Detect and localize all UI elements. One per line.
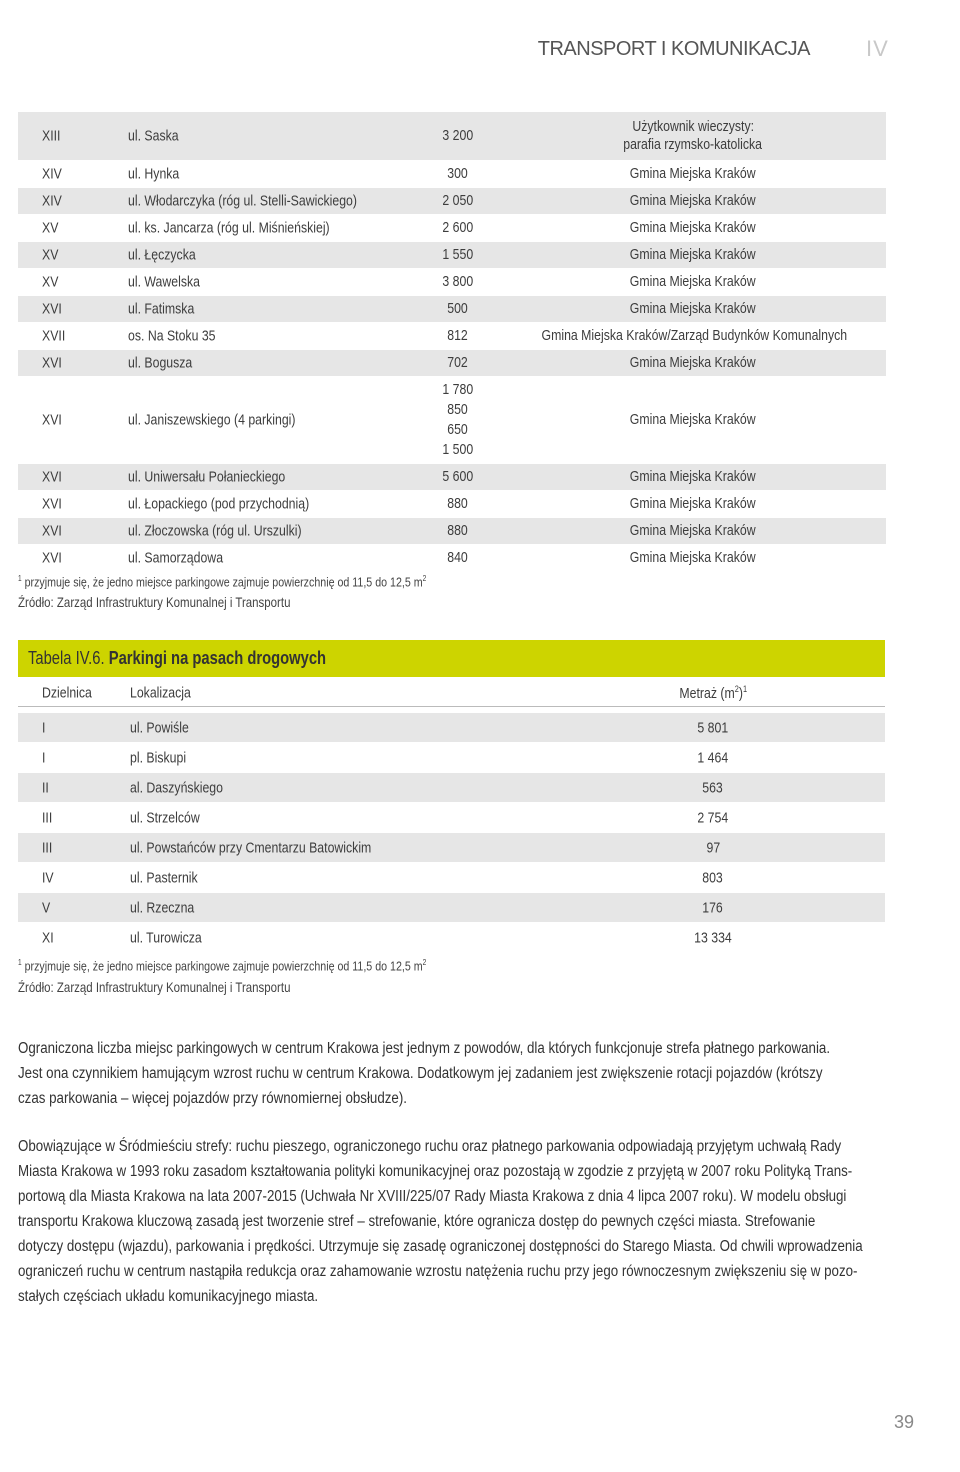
cell-area [648, 809, 778, 826]
area-text: 5 801 [697, 719, 729, 736]
area-value [398, 494, 518, 514]
header-location: Lokalizacja [130, 684, 191, 702]
line-text: Obowiązujące w Śródmieściu strefy: ruchu pieszego, ograniczonego ruchu oraz płatnego parkowania odpowiadają przyjętym uchwałą Rady [18, 1138, 842, 1155]
owner-text: Gmina Miejska Kraków [630, 522, 756, 539]
cell-area [398, 494, 518, 514]
cell-owner [508, 354, 878, 372]
cell-area [398, 218, 518, 238]
paragraph-1 [18, 1036, 888, 1111]
owner-text: Gmina Miejska Kraków [630, 246, 756, 263]
owner-text: Gmina Miejska Kraków/Zarząd Budynków Komunalnych [541, 327, 848, 344]
text-line [18, 1234, 888, 1259]
owner-line [508, 118, 878, 136]
owner-text: Użytkownik wieczysty: [632, 118, 754, 135]
table-row [18, 214, 886, 241]
district-text: XVI [42, 522, 62, 540]
line-text: stałych częściach układu komunikacyjnego miasta. [18, 1288, 319, 1305]
area-text: 3 800 [442, 273, 474, 290]
area-text: 2 754 [697, 809, 729, 826]
area-text: 2 050 [442, 192, 474, 209]
cell-owner [508, 411, 878, 429]
area-text: 5 600 [442, 468, 474, 485]
area-text: 803 [702, 869, 724, 886]
cell-owner [508, 468, 878, 486]
cell-owner [508, 300, 878, 318]
cell-area [398, 353, 518, 373]
table1-footnote [18, 574, 516, 589]
cell-owner [508, 219, 878, 237]
location-text: ul. Bogusza [128, 354, 193, 372]
location-text: os. Na Stoku 35 [128, 327, 216, 345]
cell-location [130, 929, 218, 946]
cell-area [398, 467, 518, 487]
table-row [18, 923, 885, 953]
line-text: ograniczeń ruchu w centrum nastąpiła redukcja oraz zahamowanie wzrostu natężenia ruchu przy jego równoczesnym zwiększeniu się w pozo- [18, 1263, 858, 1280]
table2-caption [28, 648, 392, 669]
district-text: XVII [42, 327, 66, 345]
owner-line [508, 136, 878, 154]
table-row [18, 376, 886, 463]
district-text: XVI [42, 411, 62, 429]
cell-owner [508, 522, 878, 540]
cell-area [648, 929, 778, 946]
footnote-mark: 1 [18, 958, 22, 967]
table-row [18, 187, 886, 214]
cell-district [42, 166, 66, 183]
area-value [398, 353, 518, 373]
table-row [18, 322, 886, 349]
location-text: ul. Powiśle [130, 719, 189, 736]
table2-body [18, 713, 885, 953]
parking-lanes-table [18, 680, 885, 953]
table-row [18, 160, 886, 187]
cell-area [648, 839, 778, 856]
location-text: ul. Wawelska [128, 273, 201, 291]
owner-line [508, 165, 878, 183]
area-value [398, 440, 518, 460]
table-row [18, 544, 886, 571]
chapter-number: IV [866, 36, 889, 61]
district-text: I [42, 719, 46, 736]
cell-owner [508, 192, 878, 210]
location-text: ul. Janiszewskiego (4 parkingi) [128, 411, 296, 429]
area-text: 13 334 [694, 929, 732, 946]
cell-location [130, 869, 213, 886]
district-text: XIII [42, 127, 61, 145]
text-line [18, 1086, 888, 1111]
district-text: XVI [42, 300, 62, 318]
area-value [398, 548, 518, 568]
area-text: 1 464 [697, 749, 729, 766]
owner-text: parafia rzymsko-katolicka [623, 136, 763, 153]
owner-text: Gmina Miejska Kraków [630, 219, 756, 236]
table2-caption-banner [18, 640, 885, 677]
cell-district [42, 523, 66, 540]
owner-line [508, 411, 878, 429]
cell-location [128, 523, 340, 540]
cell-location [130, 719, 202, 736]
cell-area [398, 245, 518, 265]
location-text: ul. Rzeczna [130, 899, 195, 916]
area-text: 850 [447, 401, 469, 418]
owner-text: Gmina Miejska Kraków [630, 468, 756, 485]
owner-text: Gmina Miejska Kraków [630, 165, 756, 182]
line-text: Ograniczona liczba miejsc parkingowych w centrum Krakowa jest jednym z powodów, dla których funkcjonuje strefa płatnego parkowania. [18, 1040, 831, 1057]
cell-area [648, 749, 778, 766]
location-text: ul. Uniwersału Połanieckiego [128, 468, 286, 486]
text-line [18, 1061, 888, 1086]
owner-line [508, 192, 878, 210]
footnote-text: przyjmuje się, że jedno miejsce parkingowe zajmuje powierzchnię od 11,5 do 12,5 m [24, 574, 423, 590]
cell-district [42, 193, 66, 210]
cell-area [398, 380, 518, 460]
cell-district [42, 301, 66, 318]
cell-district [42, 274, 62, 291]
footnote-text: przyjmuje się, że jedno miejsce parkingowe zajmuje powierzchnię od 11,5 do 12,5 m [24, 958, 423, 974]
owner-text: Gmina Miejska Kraków [630, 495, 756, 512]
source-text: Źródło: Zarząd Infrastruktury Komunalnej i Transportu [18, 979, 291, 995]
cell-location [128, 220, 374, 237]
header-district: Dzielnica [42, 684, 92, 702]
cell-area [648, 719, 778, 736]
district-text: XVI [42, 468, 62, 486]
cell-area [648, 779, 778, 796]
cell-district [42, 899, 52, 916]
location-text: ul. Hynka [128, 165, 180, 183]
line-text: dotyczy dostępu (wjazdu), parkowania i prędkości. Utrzymuje się zasadę ograniczonej dostępności do Starego Miasta. Od chwili wprowadzenia [18, 1238, 863, 1255]
cell-location [128, 496, 349, 513]
area-text: 500 [447, 300, 469, 317]
district-text: XI [42, 929, 54, 946]
paragraph-2 [18, 1134, 888, 1309]
text-line [18, 1259, 888, 1284]
footnote-sup: 2 [422, 958, 427, 967]
table-row [18, 743, 885, 773]
area-text: 2 600 [442, 219, 474, 236]
area-text: 840 [447, 549, 469, 566]
area-text: 880 [447, 522, 469, 539]
district-text: XV [42, 273, 59, 291]
cell-area [398, 326, 518, 346]
cell-district [42, 328, 70, 345]
cell-owner [508, 549, 878, 567]
cell-owner [508, 273, 878, 291]
table-row [18, 112, 886, 160]
text-line [18, 1159, 888, 1184]
cell-district [42, 220, 62, 237]
location-text: ul. Turowicza [130, 929, 202, 946]
table-row [18, 463, 886, 490]
area-value [398, 245, 518, 265]
cell-owner [508, 327, 878, 345]
area-value [398, 380, 518, 400]
district-text: XIV [42, 165, 62, 183]
area-text: 1 550 [442, 246, 474, 263]
location-text: ul. ks. Jancarza (róg ul. Miśnieńskiej) [128, 219, 330, 237]
location-text: ul. Łopackiego (pod przychodnią) [128, 495, 310, 513]
area-text: 97 [706, 839, 720, 856]
table2-footnote [18, 958, 516, 973]
owner-text: Gmina Miejska Kraków [630, 273, 756, 290]
district-text: III [42, 809, 53, 826]
cell-district [42, 496, 66, 513]
line-text: transportu Krakowa kluczową zasadą jest tworzenie stref – strefowanie, które ogranicza dostęp do pewnych części miasta. Strefowanie [18, 1213, 816, 1230]
caption-title: Parkingi na pasach drogowych [108, 648, 327, 668]
line-text: Miasta Krakowa w 1993 roku zasadom kształtowania polityki komunikacyjnej oraz pozostają w zgodzie z przyjętą w 2007 roku Polityką Trans- [18, 1163, 853, 1180]
table2-source [18, 979, 350, 995]
owner-line [508, 327, 878, 345]
area-text: 880 [447, 495, 469, 512]
cell-district [42, 247, 62, 264]
line-text: Jest ona czynnikiem hamującym wzrost ruchu w centrum Krakowa. Dodatkowym jej zadaniem jest zwiększenie rotacji pojazdów (krótszy [18, 1065, 823, 1082]
district-text: III [42, 839, 53, 856]
area-text: 1 500 [442, 441, 474, 458]
table-row [18, 863, 885, 893]
area-value [398, 164, 518, 184]
cell-location [128, 166, 191, 183]
table-row [18, 713, 885, 743]
cell-location [128, 355, 206, 372]
table-row [18, 833, 885, 863]
location-text: ul. Pasternik [130, 869, 198, 886]
table-row [18, 893, 885, 923]
page-number: 39 [894, 1412, 915, 1432]
cell-area [398, 521, 518, 541]
cell-area [398, 548, 518, 568]
cell-location [130, 749, 198, 766]
cell-district [42, 355, 66, 372]
area-value [398, 420, 518, 440]
location-text: ul. Powstańców przy Cmentarzu Batowickim [130, 839, 372, 856]
table-row [18, 490, 886, 517]
cell-district [42, 839, 55, 856]
owner-text: Gmina Miejska Kraków [630, 354, 756, 371]
district-text: XVI [42, 495, 62, 513]
area-value [398, 272, 518, 292]
owner-line [508, 468, 878, 486]
district-text: IV [42, 869, 54, 886]
cell-location [128, 247, 211, 264]
table-row [18, 268, 886, 295]
cell-area [398, 272, 518, 292]
page-header [0, 36, 960, 66]
area-text: 563 [702, 779, 724, 796]
area-text: 702 [447, 354, 469, 371]
area-text: 1 780 [442, 381, 474, 398]
area-text: 176 [702, 899, 724, 916]
owner-text: Gmina Miejska Kraków [630, 192, 756, 209]
cell-location [128, 193, 407, 210]
location-text: ul. Strzelców [130, 809, 200, 826]
owner-line [508, 549, 878, 567]
cell-district [42, 412, 66, 429]
cell-location [128, 301, 209, 318]
cell-owner [508, 118, 878, 154]
owner-line [508, 219, 878, 237]
cell-location [128, 274, 216, 291]
location-text: ul. Włodarczyka (róg ul. Stelli-Sawickiego) [128, 192, 357, 210]
cell-owner [508, 495, 878, 513]
cell-district [42, 719, 46, 736]
cell-location [130, 779, 243, 796]
header-area: Metraż $(m^2)^1$ [679, 684, 747, 702]
district-text: I [42, 749, 46, 766]
cell-location [128, 128, 190, 145]
cell-area [398, 299, 518, 319]
footnote-mark: 1 [18, 574, 22, 583]
location-text: ul. Samorządowa [128, 549, 224, 567]
owner-line [508, 354, 878, 372]
table-row [18, 517, 886, 544]
cell-location [130, 809, 215, 826]
area-text: 300 [447, 165, 469, 182]
district-text: V [42, 899, 51, 916]
location-text: ul. Złoczowska (róg ul. Urszulki) [128, 522, 302, 540]
caption-prefix: Tabela IV.6. [28, 648, 105, 668]
area-value [398, 326, 518, 346]
table1-source [18, 594, 350, 610]
area-text: 812 [447, 327, 469, 344]
table-row [18, 773, 885, 803]
source-text: Źródło: Zarząd Infrastruktury Komunalnej i Transportu [18, 594, 291, 610]
owner-line [508, 246, 878, 264]
district-text: XVI [42, 354, 62, 372]
table-row [18, 295, 886, 322]
owner-text: Gmina Miejska Kraków [630, 549, 756, 566]
cell-district [42, 469, 66, 486]
footnote-sup: 2 [422, 574, 427, 583]
parking-table-continued [18, 112, 886, 571]
cell-area [398, 191, 518, 211]
cell-area [398, 164, 518, 184]
area-value [398, 218, 518, 238]
district-text: XV [42, 219, 59, 237]
district-text: XV [42, 246, 59, 264]
owner-line [508, 495, 878, 513]
area-value [398, 299, 518, 319]
area-value [398, 126, 518, 146]
line-text: czas parkowania – więcej pojazdów przy równomiernej obsłudze). [18, 1090, 407, 1107]
cell-district [42, 128, 65, 145]
cell-district [42, 749, 46, 766]
text-line [18, 1209, 888, 1234]
district-text: XIV [42, 192, 62, 210]
cell-district [42, 929, 56, 946]
text-line [18, 1036, 888, 1061]
cell-district [42, 809, 55, 826]
cell-owner [508, 246, 878, 264]
cell-location [128, 328, 235, 345]
cell-location [130, 839, 424, 856]
cell-district [42, 550, 66, 567]
cell-location [128, 550, 244, 567]
cell-area [398, 126, 518, 146]
area-text: 650 [447, 421, 469, 438]
text-line [18, 1284, 888, 1309]
location-text: al. Daszyńskiego [130, 779, 223, 796]
owner-line [508, 300, 878, 318]
district-text: XVI [42, 549, 62, 567]
location-text: ul. Fatimska [128, 300, 195, 318]
table-row [18, 241, 886, 268]
cell-area [648, 899, 778, 916]
cell-location [128, 412, 332, 429]
area-value [398, 400, 518, 420]
table-row [18, 349, 886, 376]
cell-district [42, 779, 50, 796]
area-value [398, 191, 518, 211]
cell-location [128, 469, 320, 486]
area-value [398, 467, 518, 487]
area-value [398, 521, 518, 541]
table-row [18, 803, 885, 833]
location-text: pl. Biskupi [130, 749, 187, 766]
location-text: ul. Saska [128, 127, 179, 145]
cell-location [130, 899, 208, 916]
table2-header-row [18, 680, 885, 707]
area-text: 3 200 [442, 127, 474, 144]
cell-owner [508, 165, 878, 183]
cell-district [42, 869, 56, 886]
owner-line [508, 522, 878, 540]
text-line [18, 1184, 888, 1209]
district-text: II [42, 779, 49, 796]
line-text: portową dla Miasta Krakowa na lata 2007-2015 (Uchwała Nr XVIII/225/07 Rady Miasta Krakowa z dnia 4 lipca 2007 roku). W modelu obsługi [18, 1188, 847, 1205]
owner-text: Gmina Miejska Kraków [630, 411, 756, 428]
location-text: ul. Łęczycka [128, 246, 196, 264]
owner-text: Gmina Miejska Kraków [630, 300, 756, 317]
cell-area [648, 869, 778, 886]
text-line [18, 1134, 888, 1159]
owner-line [508, 273, 878, 291]
header-title: TRANSPORT I KOMUNIKACJA [537, 38, 810, 60]
